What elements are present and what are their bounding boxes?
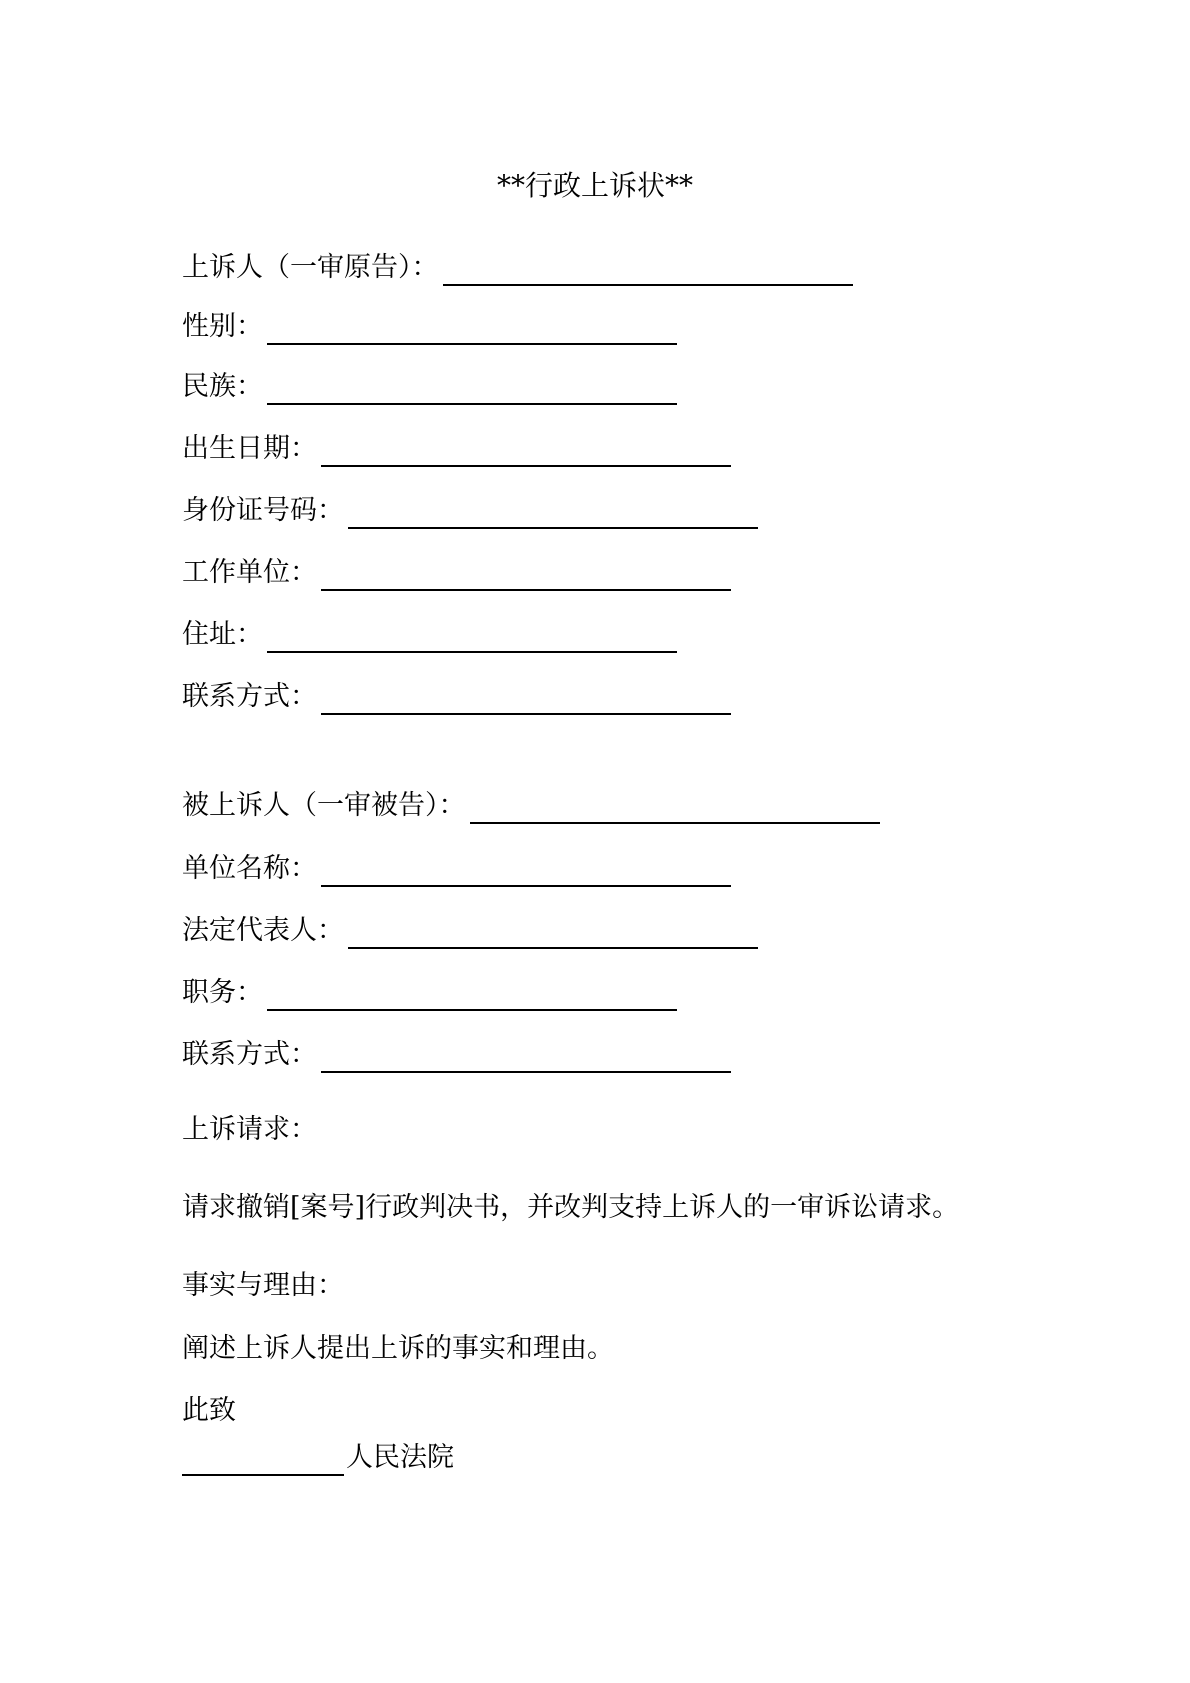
appellant-blank[interactable] xyxy=(443,254,853,286)
workplace-row xyxy=(182,555,731,591)
ethnicity-blank[interactable] xyxy=(267,373,677,405)
appeal-request-heading: 上诉请求： xyxy=(182,1114,317,1145)
unit-name-row xyxy=(182,851,731,887)
ethnicity-label: 民族： xyxy=(182,371,263,402)
position-blank[interactable] xyxy=(267,979,677,1011)
address-row xyxy=(182,617,677,653)
appellee-row xyxy=(182,788,880,824)
appellee-contact-label: 联系方式： xyxy=(182,1039,317,1070)
unit-name-label: 单位名称： xyxy=(182,853,317,884)
birth-date-label: 出生日期： xyxy=(182,433,317,464)
position-row xyxy=(182,975,677,1011)
id-number-label: 身份证号码： xyxy=(182,495,344,526)
appellant-contact-row xyxy=(182,679,731,715)
court-row xyxy=(182,1440,454,1476)
document-title: **行政上诉状** xyxy=(496,169,693,202)
birth-date-blank[interactable] xyxy=(321,435,731,467)
appellee-blank[interactable] xyxy=(470,792,880,824)
closing-salutation: 此致 xyxy=(182,1395,236,1426)
appellee-label: 被上诉人（一审被告）： xyxy=(182,790,466,821)
appeal-request-body: 请求撤销[案号]行政判决书，并改判支持上诉人的一审诉讼请求。 xyxy=(182,1192,960,1223)
legal-rep-row xyxy=(182,913,758,949)
workplace-label: 工作单位： xyxy=(182,557,317,588)
address-blank[interactable] xyxy=(267,621,677,653)
address-label: 住址： xyxy=(182,619,263,650)
birth-date-row xyxy=(182,431,731,467)
id-number-row xyxy=(182,493,758,529)
appellant-row xyxy=(182,250,853,286)
workplace-blank[interactable] xyxy=(321,559,731,591)
court-name-blank[interactable] xyxy=(182,1444,344,1476)
ethnicity-row xyxy=(182,369,677,405)
appellee-contact-blank[interactable] xyxy=(321,1041,731,1073)
facts-reasons-body: 阐述上诉人提出上诉的事实和理由。 xyxy=(182,1333,614,1364)
legal-rep-blank[interactable] xyxy=(348,917,758,949)
court-suffix: 人民法院 xyxy=(346,1442,454,1473)
facts-reasons-heading: 事实与理由： xyxy=(182,1270,344,1301)
gender-blank[interactable] xyxy=(267,313,677,345)
appellant-label: 上诉人（一审原告）： xyxy=(182,252,439,283)
gender-row xyxy=(182,309,677,345)
id-number-blank[interactable] xyxy=(348,497,758,529)
appellant-contact-blank[interactable] xyxy=(321,683,731,715)
appellee-contact-row xyxy=(182,1037,731,1073)
legal-rep-label: 法定代表人： xyxy=(182,915,344,946)
appellant-contact-label: 联系方式： xyxy=(182,681,317,712)
unit-name-blank[interactable] xyxy=(321,855,731,887)
position-label: 职务： xyxy=(182,977,263,1008)
gender-label: 性别： xyxy=(182,311,263,342)
